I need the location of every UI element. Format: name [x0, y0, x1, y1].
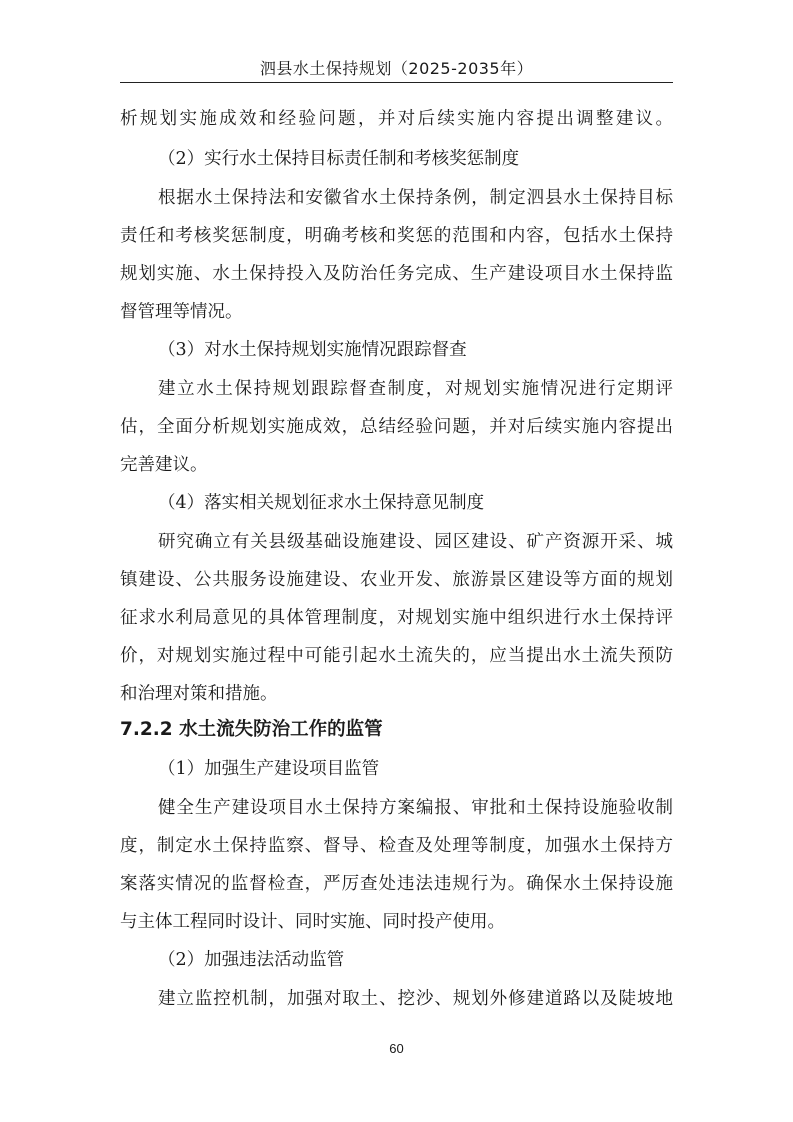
body-line: 研究确立有关县级基础设施建设、园区建设、矿产资源开采、城 — [158, 532, 673, 552]
subsection-title: （4）落实相关规划征求水土保持意见制度 — [158, 493, 485, 513]
body-line: 完善建议。 — [120, 455, 208, 475]
section-heading: 7.2.2 水土流失防治工作的监管 — [120, 719, 383, 740]
body-line: 案落实情况的监督检查，严厉查处违法违规行为。确保水土保持设施 — [120, 874, 673, 894]
body-line: 建立水土保持规划跟踪督查制度，对规划实施情况进行定期评 — [158, 379, 673, 399]
body-line: 督管理等情况。 — [120, 302, 243, 322]
body-line: 价，对规划实施过程中可能引起水土流失的，应当提出水土流失预防 — [120, 646, 673, 666]
header-divider — [120, 82, 673, 83]
body-line: 根据水土保持法和安徽省水土保持条例，制定泗县水土保持目标 — [158, 188, 673, 208]
body-line: 规划实施、水土保持投入及防治任务完成、生产建设项目水土保持监 — [120, 264, 673, 284]
body-line: 征求水利局意见的具体管理制度，对规划实施中组织进行水土保持评 — [120, 608, 673, 628]
subsection-title: （2）加强违法活动监管 — [158, 950, 345, 970]
body-line: 度，制定水土保持监察、督导、检查及处理等制度，加强水土保持方 — [120, 836, 673, 856]
body-line: 估，全面分析规划实施成效，总结经验问题，并对后续实施内容提出 — [120, 417, 673, 437]
body-line: 析规划实施成效和经验问题，并对后续实施内容提出调整建议。 — [120, 109, 673, 129]
body-line: 建立监控机制，加强对取土、挖沙、规划外修建道路以及陡坡地 — [158, 989, 673, 1009]
page-header-title: 泗县水土保持规划（2025-2035年） — [259, 59, 534, 78]
body-line: 镇建设、公共服务设施建设、农业开发、旅游景区建设等方面的规划 — [120, 570, 673, 590]
subsection-title: （3）对水土保持规划实施情况跟踪督查 — [158, 340, 467, 360]
body-line: 责任和考核奖惩制度，明确考核和奖惩的范围和内容，包括水土保持 — [120, 226, 673, 246]
subsection-title: （2）实行水土保持目标责任制和考核奖惩制度 — [158, 149, 520, 169]
body-line: 和治理对策和措施。 — [120, 684, 278, 704]
body-line: 健全生产建设项目水土保持方案编报、审批和土保持设施验收制 — [158, 798, 673, 818]
body-line: 与主体工程同时设计、同时实施、同时投产使用。 — [120, 912, 505, 932]
page-number: 60 — [389, 1041, 404, 1056]
subsection-title: （1）加强生产建设项目监管 — [158, 759, 380, 779]
